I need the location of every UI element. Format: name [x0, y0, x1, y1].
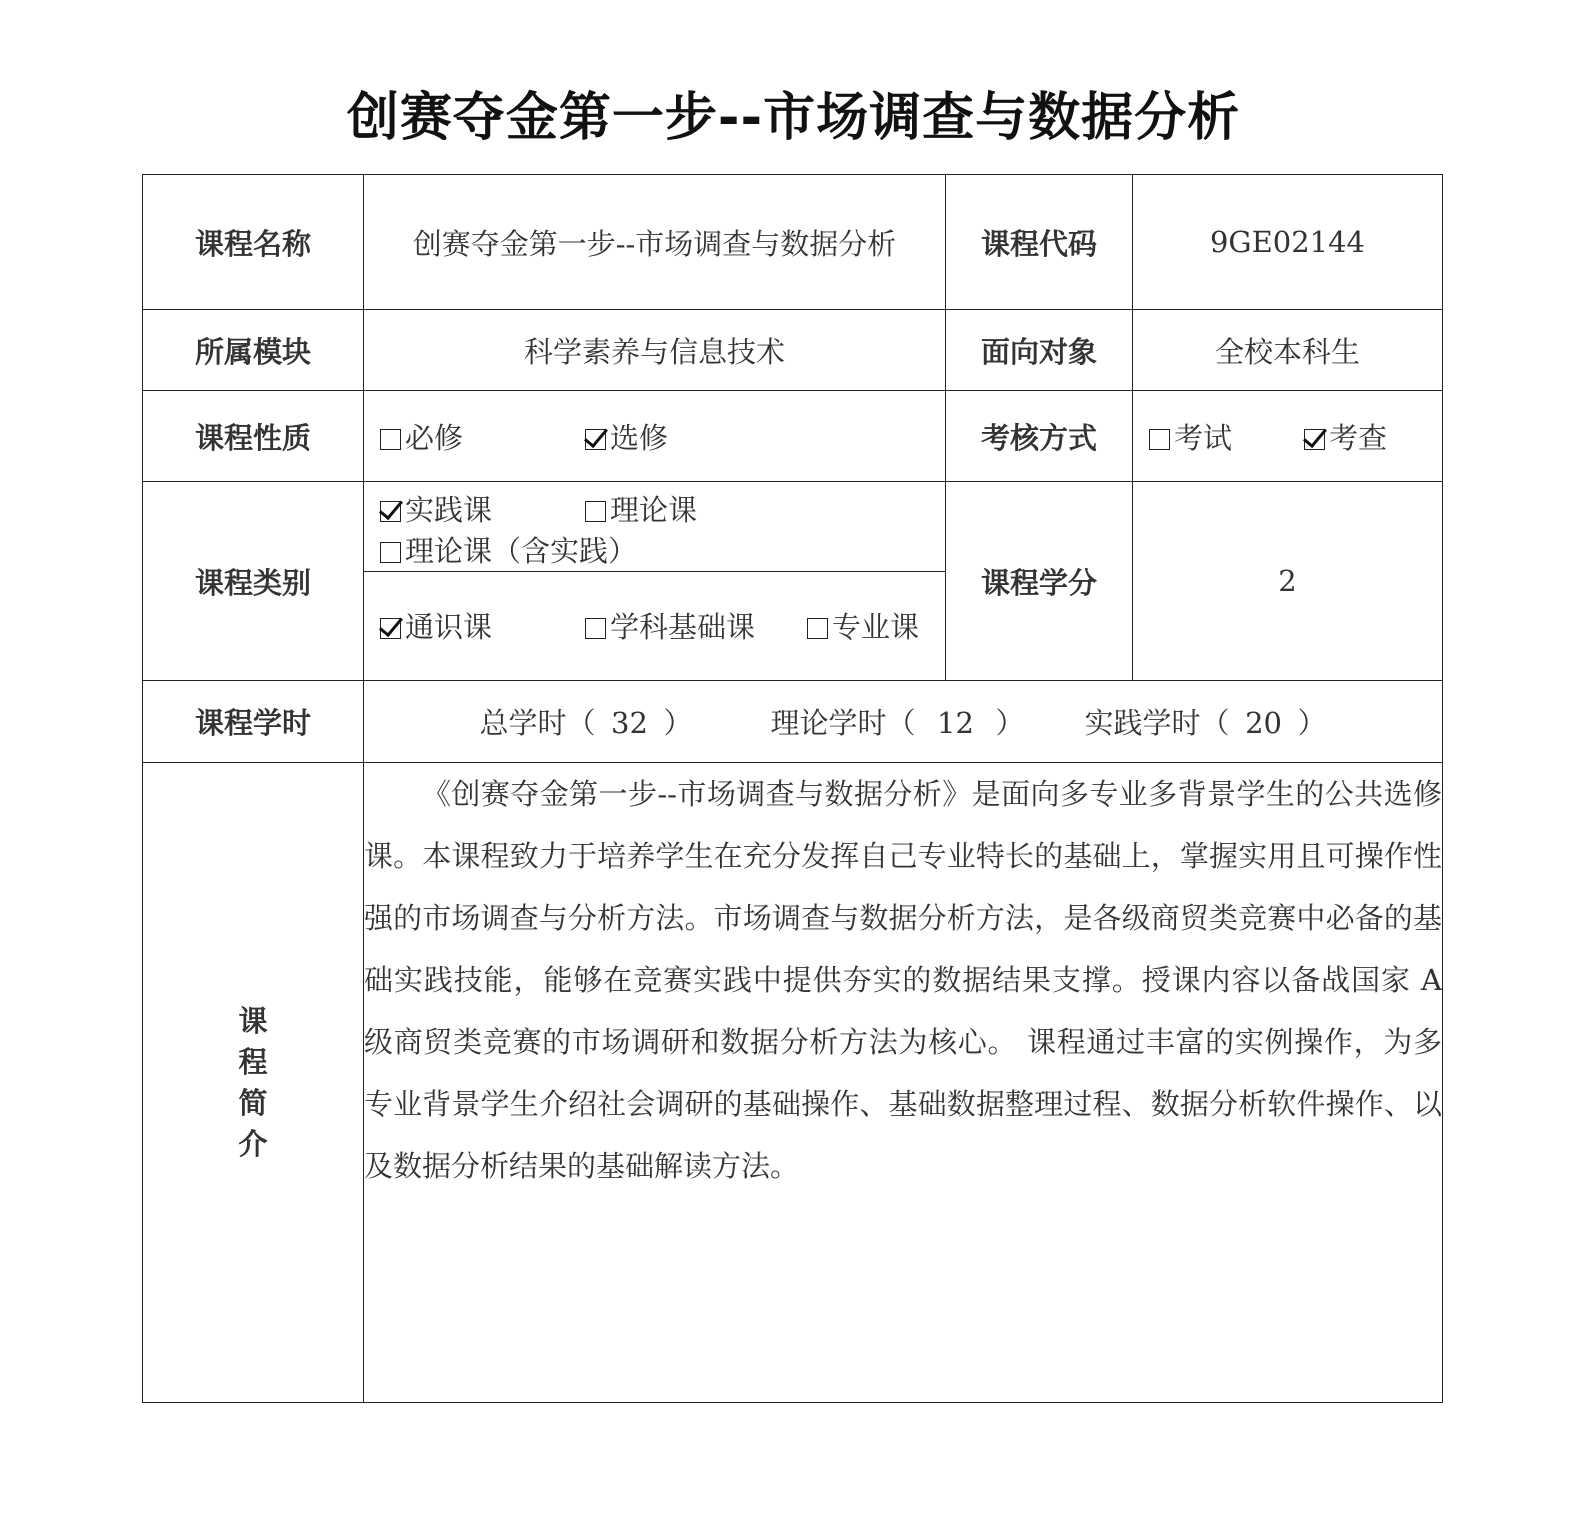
intro-label-char: 介 [238, 1126, 268, 1161]
nature-option-label: 必修 [405, 420, 464, 455]
category-option-practice[interactable] [380, 490, 585, 531]
course-code-value: 9GE02144 [1133, 175, 1443, 310]
checkbox-major[interactable] [807, 618, 828, 639]
document-title: 创赛夺金第一步--市场调查与数据分析 [346, 88, 1241, 148]
checkbox-discipline-basic[interactable] [585, 618, 606, 639]
checkbox-review[interactable] [1304, 429, 1325, 450]
checkbox-elective[interactable] [585, 429, 606, 450]
credits-label: 课程学分 [946, 482, 1133, 681]
practice-hours [1085, 701, 1327, 742]
checkbox-required[interactable] [380, 429, 401, 450]
theory-hours [770, 701, 1024, 742]
total-hours [479, 701, 692, 742]
category-option-label: 实践课 [405, 493, 493, 527]
checkbox-theory[interactable] [585, 501, 606, 522]
nature-option-elective[interactable] [585, 416, 668, 457]
course-name-label: 课程名称 [143, 175, 364, 310]
theory-hours-value: 12 [937, 706, 974, 740]
intro-label-char: 简 [238, 1085, 268, 1120]
row-module [143, 310, 1443, 391]
total-hours-value: 32 [611, 706, 648, 740]
practice-hours-label: 实践学时（ [1084, 706, 1230, 740]
assessment-label: 考核方式 [946, 391, 1133, 482]
nature-options [364, 391, 946, 482]
row-course-name [143, 175, 1443, 310]
practice-hours-value: 20 [1245, 706, 1282, 740]
theory-hours-close: ） [995, 706, 1025, 740]
assessment-option-exam[interactable] [1149, 416, 1304, 457]
category-option-general[interactable] [380, 605, 585, 646]
checkbox-exam[interactable] [1149, 429, 1170, 450]
row-hours [143, 681, 1443, 763]
theory-hours-label: 理论学时（ [770, 706, 916, 740]
checkbox-theory-with-practice[interactable] [380, 542, 401, 563]
hours-values [364, 681, 1443, 763]
hours-label: 课程学时 [143, 681, 364, 763]
intro-label-char: 课 [238, 1003, 268, 1038]
practice-hours-close: ） [1297, 706, 1327, 740]
category-option-theory-with-practice[interactable] [380, 531, 637, 572]
assessment-options [1133, 391, 1443, 482]
checkbox-practice[interactable] [380, 501, 401, 522]
total-hours-label: 总学时（ [479, 706, 596, 740]
row-category [143, 482, 1443, 681]
category-label: 课程类别 [143, 482, 364, 681]
course-name-value: 创赛夺金第一步--市场调查与数据分析 [364, 175, 946, 310]
category-option-label: 通识课 [405, 610, 493, 644]
total-hours-close: ） [663, 706, 693, 740]
credits-value: 2 [1133, 482, 1443, 681]
category-option-label: 专业课 [832, 610, 920, 644]
module-label: 所属模块 [143, 310, 364, 391]
assessment-option-review[interactable] [1304, 416, 1387, 457]
category-option-major[interactable] [807, 605, 919, 646]
nature-option-label: 选修 [610, 420, 669, 455]
category-group-2 [364, 572, 945, 679]
nature-option-required[interactable] [380, 416, 585, 457]
category-group-1 [364, 482, 945, 572]
category-option-discipline-basic[interactable] [585, 605, 807, 646]
intro-label-char: 程 [238, 1044, 268, 1079]
category-options [364, 482, 946, 681]
module-value: 科学素养与信息技术 [364, 310, 946, 391]
nature-label: 课程性质 [143, 391, 364, 482]
course-info-table [142, 174, 1443, 1403]
category-option-label: 理论课 [610, 493, 698, 527]
checkbox-general[interactable] [380, 618, 401, 639]
category-option-label: 理论课（含实践） [405, 534, 638, 568]
assessment-option-label: 考试 [1174, 420, 1233, 455]
row-nature [143, 391, 1443, 482]
audience-value: 全校本科生 [1133, 310, 1443, 391]
assessment-option-label: 考查 [1329, 420, 1388, 455]
intro-text: 《创赛夺金第一步--市场调查与数据分析》是面向多专业多背景学生的公共选修课。本课程致力于培养学生在充分发挥自己专业特长的基础上，掌握实用且可操作性强的市场调查与分析方法。市场调查与数据分析方法，是各级商贸类竞赛中必备的基础实践技能，能够在竞赛实践中提供夯实的数据结果支撑。授课内容以备战国家 A 级商贸类竞赛的市场调研和数据分析方法为核心。 课程通过丰富的实例操作，为多专业背景学生介绍社会调研的基础操作、基础数据整理过程、数据分析软件操作、以及数据分析结果的基础解读方法。 [364, 763, 1443, 1403]
audience-label: 面向对象 [946, 310, 1133, 391]
category-option-label: 学科基础课 [610, 610, 756, 644]
course-code-label: 课程代码 [946, 175, 1133, 310]
category-option-theory[interactable] [585, 490, 697, 531]
intro-label [143, 763, 364, 1403]
row-intro [143, 763, 1443, 1403]
